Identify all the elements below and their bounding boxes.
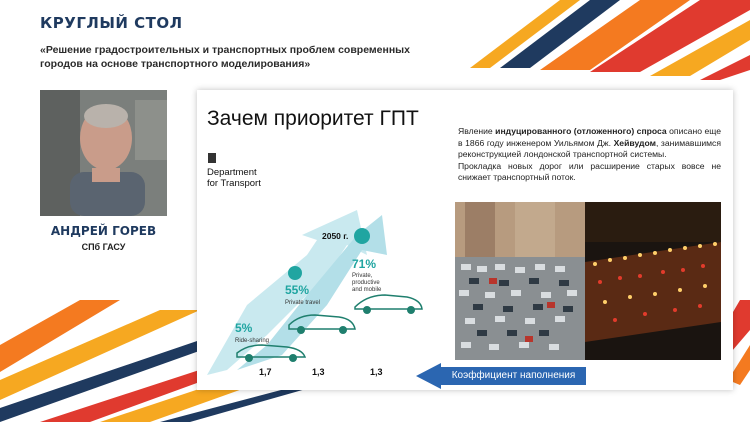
coefficient-3: 1,3 (370, 367, 383, 377)
paragraph-2: Прокладка новых дорог или расширение старых вовсе не снижает транспортный поток. (458, 160, 721, 183)
stage-2-label: Private travel (285, 300, 321, 306)
slide-text (458, 126, 721, 184)
arrow-button-label: Коэффициент наполнения (451, 370, 576, 381)
event-subtitle: «Решение градостроительных и транспортных проблем современных городов на основе транспортного моделирования» (40, 44, 410, 70)
fill-coefficient-arrow-button[interactable] (416, 363, 586, 389)
stage-3-label-b: productive (352, 280, 380, 286)
event-title: КРУГЛЫЙ СТОЛ (40, 14, 183, 32)
logo-line2: for Transport (207, 178, 261, 189)
mobility-infographic (207, 195, 437, 385)
speaker-video (40, 90, 167, 216)
parking-lot-photo (455, 202, 585, 360)
logo-line1: Department (207, 167, 257, 178)
stage-3-label-a: Private, (352, 273, 373, 279)
stage-1-percent: 5% (235, 321, 253, 335)
stage-2-percent: 55% (285, 283, 310, 297)
speaker-name: АНДРЕЙ ГОРЕВ (50, 224, 157, 238)
marker-dot-2 (288, 266, 302, 280)
speaker-image (40, 90, 167, 216)
night-traffic-photo (585, 202, 721, 360)
department-logo (207, 152, 261, 189)
speaker-organization: СПб ГАСУ (81, 242, 126, 252)
coefficient-1: 1,7 (259, 367, 272, 377)
crest-icon (207, 152, 217, 164)
stage-3-label-c: and mobile (352, 287, 382, 293)
stage-3-percent: 71% (352, 257, 377, 271)
slide-title: Зачем приоритет ГПТ (207, 107, 419, 130)
paragraph-1: Явление индуцированного (отложенного) спроса описано еще в 1866 году инженером Уильямом Дж. Хейвудом, занимавшимся реконструкцией лондонской транспортной системы. (458, 126, 721, 160)
stage-1-label: Ride-sharing (235, 338, 270, 344)
coefficient-2: 1,3 (312, 367, 325, 377)
marker-dot-3 (354, 228, 370, 244)
presentation-slide (197, 90, 733, 390)
year-label: 2050 г. (322, 231, 349, 241)
